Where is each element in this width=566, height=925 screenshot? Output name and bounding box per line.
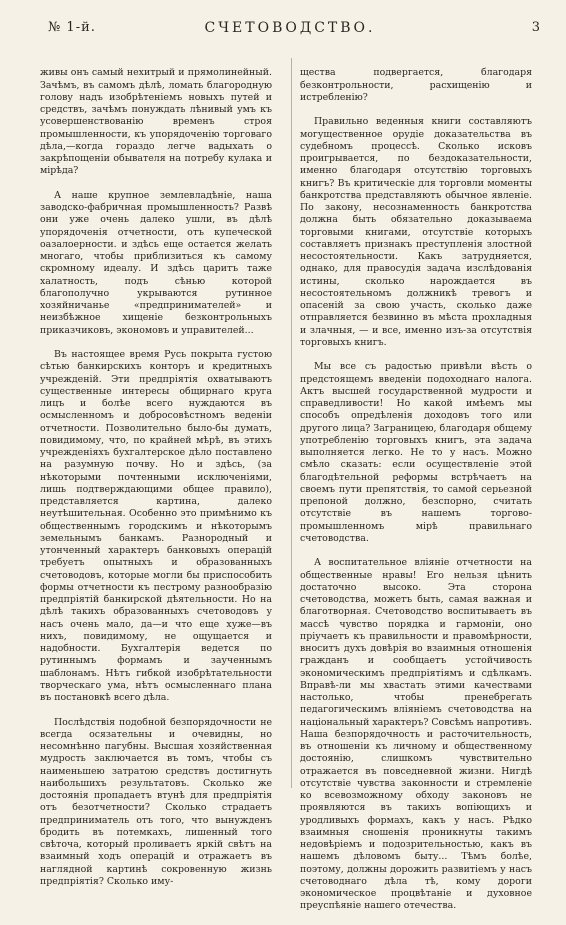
right-column [300, 55, 532, 925]
paragraph: Въ настоящее время Русь покрыта густою сѣтью банкирскихъ конторъ и кредитныхъ учрежденій. Эти предпріятія охватываютъ существенные интересы общирнаго круга лицъ и болѣе всего нуждаются въ осмысленномъ и добросовѣстномъ веденіи отчетности. Позволительно было-бы думать, повидимому, что, по крайней мѣрѣ, въ этихъ учрежденіяхъ бухгалтерское дѣло поставлено на разумную почву. Но и здѣсь, (за нѣкоторыми почтенными исключеніями, лишь подтверждающими общее правило), представляется картина, далеко неутѣшительная. Особенно это примѣнимо къ общественнымъ городскимъ и нѣкоторымъ земельнымъ банкамъ. Разнородный и утонченный характеръ банковыхъ операцій требуетъ опытныхъ и образованныхъ счетоводовъ, которые могли бы приспособить формы отчетности къ пестрому разнообразію предпріятій банкирской дѣятельности. Но на дѣлѣ такихъ образованныхъ счетоводовъ у насъ очень мало, да—и что еще хуже—въ нихъ, повидимому, не ощущается и надобности. Бухгалтерія ведется по рутиннымъ формамъ и заученнымъ шаблонамъ. Нѣтъ гибкой изобрѣтательности творческаго ума, нѣтъ осмысленнаго плана въ постановкѣ всего дѣла. [40, 349, 272, 703]
paragraph: А воспитательное вліяніе отчетности на общественные нравы! Его нельзя цѣнить достаточно высоко. Эта сторона счетоводства, можетъ быть, самая важная и благотворная. Счетоводство воспитываетъ въ массѣ чувство порядка и гармоніи, оно пріучаетъ къ правильности и правомѣрности, вноситъ духъ довѣрія во взаимныя отношенія гражданъ и сообщаетъ устойчивость экономическимъ предпріятіямъ и сдѣлкамъ. Вправѣ-ли мы хвастать этими качествами настолько, чтобы пренебрегать педагогическимъ вліяніемъ счетоводства на національный характеръ? Совсѣмъ напротивъ. Наша безпорядочность и расточительность, въ отношеніи къ личному и общественному достоянію, слишкомъ чувствительно отражается въ повседневной жизни. Нигдѣ отсутствіе чувства законности и стремленіе ко всевозможному обходу законовъ не проявляются въ такихъ вопіющихъ и уродливыхъ формахъ, какъ у насъ. Рѣдко взаимныя сношенія проникнуты такимъ недовѣріемъ и подозрительностью, какъ въ нашемъ дѣловомъ быту... Тѣмъ болѣе, поэтому, должны дорожить развитіемъ у насъ счетоводнаго дѣла тѣ, кому дороги экономическое процвѣтаніе и духовное преуспѣяніе нашего отечества. [300, 557, 533, 912]
journal-title: СЧЕТОВОДСТВО. [204, 20, 376, 36]
left-column [40, 55, 272, 900]
paragraph: Послѣдствія подобной безпорядочности не всегда осязательны и очевидны, но несомнѣнно пагубны. Высшая хозяйственная мудрость заключается въ томъ, чтобы съ наименьшею затратою средствъ достигнуть наибольшихъ результатовъ. Сколько же достоянія пропадаетъ втунѣ для предпріятія отъ безотчетности? Сколько страдаетъ предприниматель отъ того, что вынужденъ бродить въ потемкахъ, лишенный того свѣточа, который проливаетъ яркій свѣтъ на взаимный ходъ операцій и отражаетъ въ наглядной картинѣ сокровенную жизнь предпріятія? Сколько иму- [40, 716, 272, 887]
issue-number: № 1-й. [48, 20, 96, 35]
page-header [40, 20, 540, 40]
paragraph: щества подвергается, благодаря безконтрольности, расхищенію и истребленію? [300, 67, 532, 103]
page-number: 3 [531, 20, 540, 35]
paragraph: живы онъ самый нехитрый и прямолинейный. Зачѣмъ, въ самомъ дѣлѣ, ломать благородную голову надъ изобрѣтеніемъ новыхъ путей и средствъ, зачѣмъ понуждать лѣнивый умъ къ усовершенствованію временъ строя промышленности, къ упорядоченію торговаго дѣла,—когда гораздо легче вадыхать о закрѣпощеніи обывателя на потребу кулака и мірѣда? [40, 67, 272, 177]
paragraph: Мы все съ радостью привѣли вѣсть о предстоящемъ введеніи подоходнаго налога. Актъ высшей государственной мудрости и справедливости! Но какой имѣемъ мы способъ опредѣленія доходовъ того или другого лица? Заграницею, благодаря общему употребленію торговыхъ книгъ, эта задача выполняется легко. Не то у насъ. Можно смѣло сказать: если осуществленіе этой благодѣтельной реформы встрѣчаетъ на своемъ пути препятствія, то самой серьезной препоной должно, безспорно, считать отсутствіе въ нашемъ торгово-промышленномъ мірѣ правильнаго счетоводства. [300, 361, 532, 544]
column-divider [291, 58, 292, 788]
paragraph: Правильно веденныя книги составляютъ могущественное орудіе доказательства въ судебномъ процессѣ. Сколько исковъ проигрывается, по бездоказательности, именно благодаря отсутствію торговыхъ книгъ? Въ критическіе для торговли моменты банкротства представляютъ обычное явленіе. По закону, несознаменность банкротства должна быть обязательно доказываема торговыми книгами, отсутствіе которыхъ составляетъ признакъ преступленія злостной несостоятельности. Какъ затрудняется, однако, для правосудія задача изслѣдованія истины, сколько нарождается въ несостоятельномъ должникѣ тревогъ и опасеній за свою участь, сколько даже отправляется безвинно въ мѣста прохладныя и злачныя, — и все, именно изъ-за отсутствія торговыхъ книгъ. [300, 116, 532, 348]
paragraph: А наше крупное землевладѣніе, наша заводско-фабричная промышленность? Развѣ они уже очень далеко ушли, въ дѣлѣ упорядоченія отчетности, отъ купеческой оазалоерности. и здѣсь еще остается желать многаго, чтобы приблизиться къ самому скромному идеалу. И здѣсь царитъ таже халатность, подъ сѣнью которой благополучно укрываются рутинное хозяйничанье «предпринимателей» и неизбѣжное хищеніе безконтрольныхъ приказчиковъ, экономовъ и управителей... [40, 189, 272, 336]
